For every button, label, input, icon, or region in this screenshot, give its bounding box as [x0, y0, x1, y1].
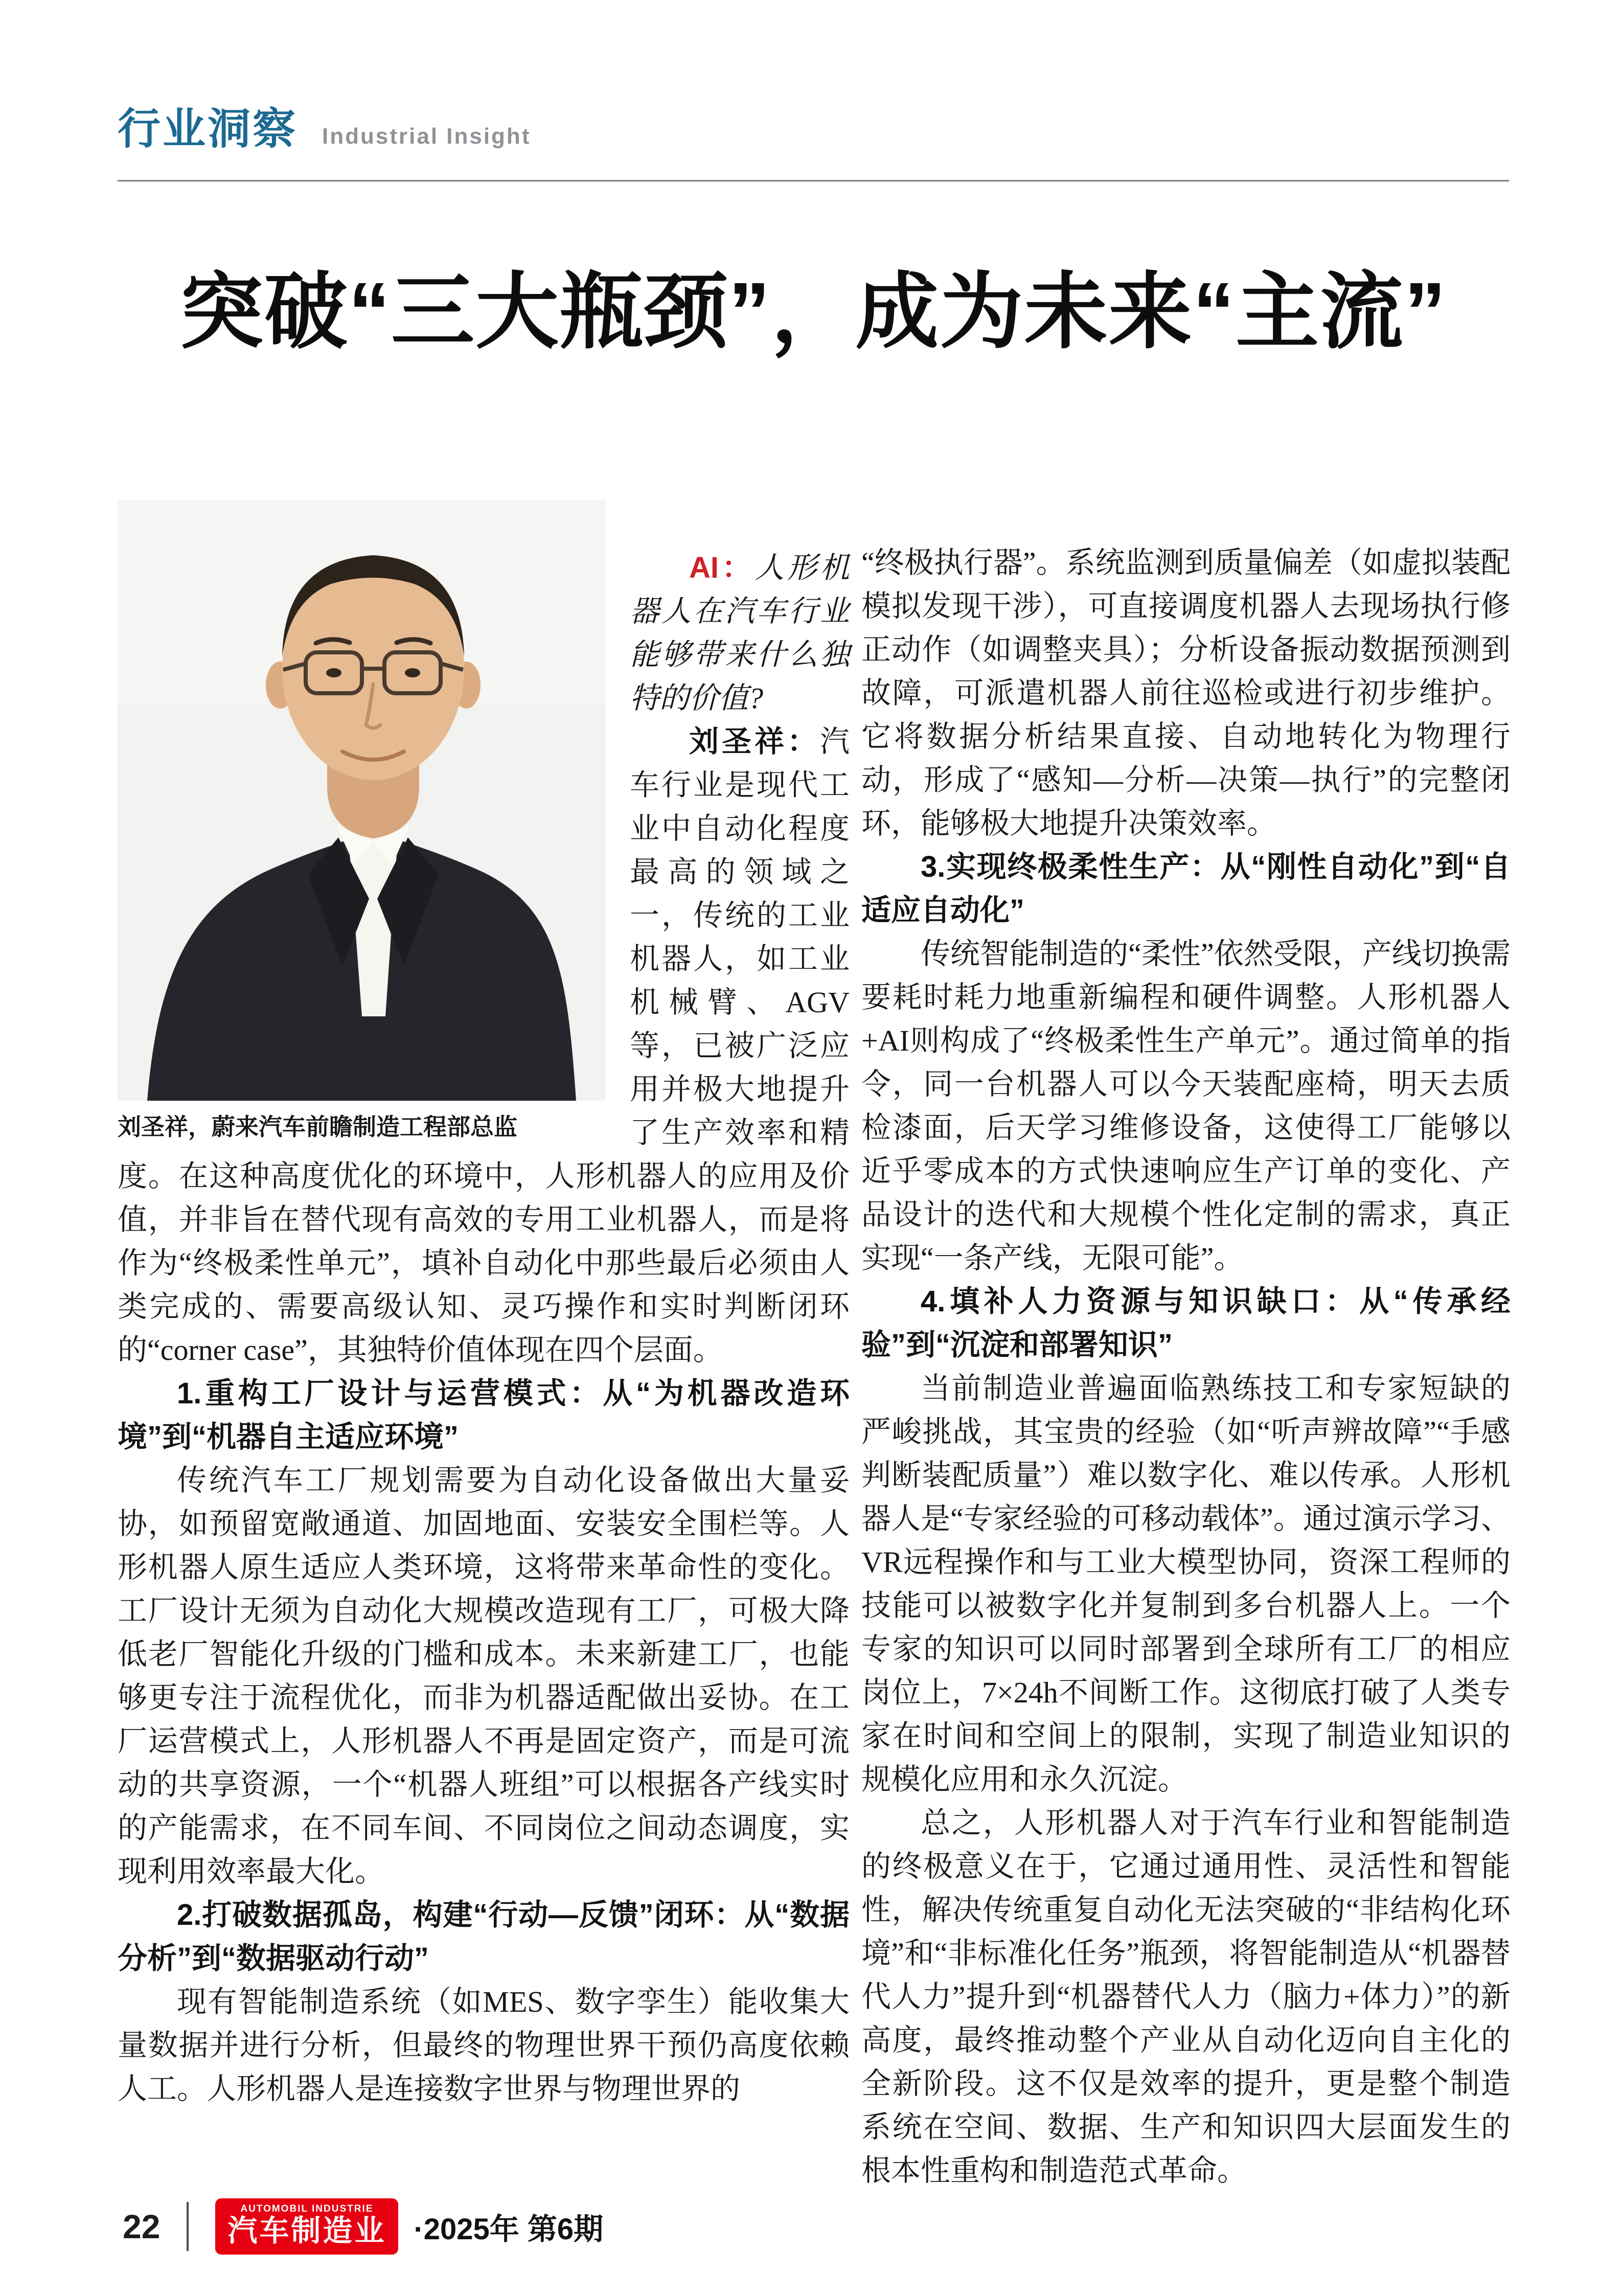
paragraph-section-4: 当前制造业普遍面临熟练技工和专家短缺的严峻挑战，其宝贵的经验（如“听声辨故障”“手感判断装配质量”）难以数字化、难以传承。人形机器人是“专家经验的可移动载体”。通过演示学习、VR远程操作和与工业大模型协同，资深工程师的技能可以被数字化并复制到多台机器人上。一个专家的知识可以同时部署到全球所有工厂的相应岗位上，7×24h不间断工作。这彻底打破了人类专家在时间和空间上的限制，实现了制造业知识的规模化应用和永久沉淀。: [861, 1372, 1511, 1796]
paragraph-conclusion: 总之，人形机器人对于汽车行业和智能制造的终极意义在于，它通过通用性、灵活性和智能性，解决传统重复自动化无法突破的“非结构化环境”和“非标准化任务”瓶颈，将智能制造从“机器替代人力”提升到“机器替代人力（脑力+体力）”的新高度，最终推动整个产业从自动化迈向自主化的全新阶段。这不仅是效率的提升，更是整个制造系统在空间、数据、生产和知识四大层面发生的根本性重构和制造范式革命。: [861, 1806, 1511, 2187]
page-footer: [123, 2198, 603, 2255]
section-title-zh: 行业洞察: [118, 105, 298, 153]
subsection-heading-3: 3.实现终极柔性生产：从“刚性自动化”到“自适应自动化”: [861, 850, 1511, 927]
page-title: 突破“三大瓶颈”，成为未来“主流”: [179, 265, 1447, 358]
qa-answer-label: 刘圣祥：: [689, 725, 820, 758]
header-rule: [118, 180, 1509, 181]
right-column: [861, 541, 1511, 2192]
magazine-logo-title: 汽车制造业: [227, 2214, 386, 2247]
paragraph-continuation: “终极执行器”。系统监测到质量偏差（如虚拟装配模拟发现干涉），可直接调度机器人去现场执行修正动作（如调整夹具）；分析设备振动数据预测到故障，可派遣机器人前往巡检或进行初步维护。它将数据分析结果直接、自动地转化为物理行动，形成了“感知—分析—决策—执行”的完整闭环，能够极大地提升决策效率。: [861, 546, 1511, 840]
issue-info: ·2025年 第6期: [414, 2213, 604, 2246]
paragraph-section-1: 传统汽车工厂规划需要为自动化设备做出大量妥协，如预留宽敞通道、加固地面、安装安全围栏等。人形机器人原生适应人类环境，这将带来革命性的变化。工厂设计无须为自动化大规模改造现有工厂，可极大降低老厂智能化升级的门槛和成本。未来新建工厂，也能够更专注于流程优化，而非为机器适配做出妥协。在工厂运营模式上，人形机器人不再是固定资产，而是可流动的共享资源，一个“机器人班组”可以根据各产线实时的产能需求，在不同车间、不同岗位之间动态调度，实现利用效率最大化。: [118, 1464, 850, 1888]
magazine-logo: [215, 2198, 398, 2255]
section-header: [118, 95, 531, 156]
paragraph-section-3: 传统智能制造的“柔性”依然受限，产线切换需要耗时耗力地重新编程和硬件调整。人形机器人+AI则构成了“终极柔性生产单元”。通过简单的指令，同一台机器人可以今天装配座椅，明天去质检漆面，后天学习维修设备，这使得工厂能够以近乎零成本的方式快速响应生产订单的变化、产品设计的迭代和大规模个性化定制的需求，真正实现“一条产线，无限可能”。: [861, 937, 1511, 1275]
left-column: [118, 500, 850, 2110]
subsection-heading-2: 2.打破数据孤岛，构建“行动—反馈”闭环：从“数据分析”到“数据驱动行动”: [118, 1898, 850, 1975]
qa-question-label: AI：: [689, 551, 755, 584]
portrait-figure: [118, 500, 630, 1141]
subsection-heading-4: 4.填补人力资源与知识缺口：从“传承经验”到“沉淀和部署知识”: [861, 1285, 1511, 1361]
section-title-en: Industrial Insight: [322, 124, 531, 149]
subsection-heading-1: 1.重构工厂设计与运营模式：从“为机器改造环境”到“机器自主适应环境”: [118, 1377, 850, 1453]
page-number: 22: [123, 2208, 161, 2245]
magazine-logo-subtitle: AUTOMOBIL INDUSTRIE: [240, 2203, 374, 2214]
footer-divider: [187, 2202, 189, 2251]
photo-caption: 刘圣祥，蔚来汽车前瞻制造工程部总监: [118, 1113, 517, 1140]
paragraph-section-2: 现有智能制造系统（如MES、数字孪生）能收集大量数据并进行分析，但最终的物理世界干预仍高度依赖人工。人形机器人是连接数字世界与物理世界的: [118, 1985, 850, 2105]
portrait-photo: [118, 500, 606, 1101]
qa-question-text: 人形机器人在汽车行业能够带来什么独特的价值?: [630, 551, 850, 715]
qa-answer-text: 汽车行业是现代工业中自动化程度最高的领域之一，传统的工业机器人，如工业机械臂、AGV等，已被广泛应用并极大地提升了生产效率和精度。在这种高度优化的环境中，人形机器人的应用及价值，并非旨在替代现有高效的专用工业机器人，而是将作为“终极柔性单元”，填补自动化中那些最后必须由人类完成的、需要高级认知、灵巧操作和实时判断闭环的“corner case”，其独特价值体现在四个层面。: [118, 725, 850, 1367]
